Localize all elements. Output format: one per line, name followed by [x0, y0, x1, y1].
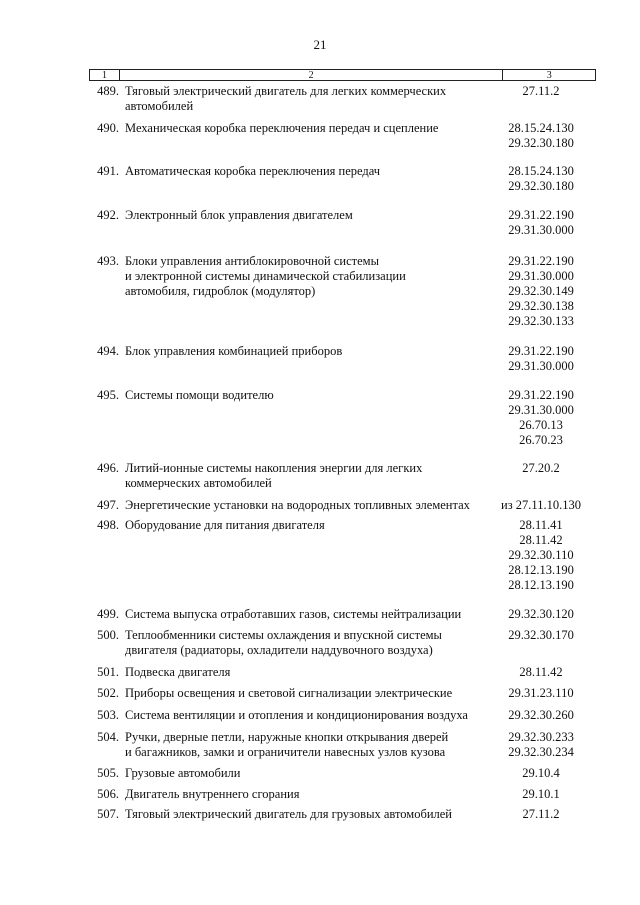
row-number: 498. — [97, 518, 119, 532]
row-codes — [489, 461, 593, 476]
row-code: 29.31.30.000 — [508, 223, 574, 237]
row-name — [125, 208, 505, 223]
row-codes — [489, 498, 593, 513]
row-name-line: Механическая коробка переключения передач и сцепление — [125, 121, 439, 135]
header-col-1: 1 — [90, 70, 120, 80]
row-name — [125, 766, 505, 781]
row-code: 29.31.23.110 — [508, 686, 574, 700]
row-number: 490. — [97, 121, 119, 135]
row-codes — [489, 254, 593, 329]
row-name — [125, 388, 505, 403]
row-name-line: Блок управления комбинацией приборов — [125, 344, 343, 358]
row-name — [125, 628, 505, 658]
row-name — [125, 164, 505, 179]
row-code: 29.10.1 — [522, 787, 560, 801]
row-codes — [489, 766, 593, 781]
table-header — [89, 69, 596, 81]
row-code: 29.32.30.233 — [508, 730, 574, 744]
row-number: 489. — [97, 84, 119, 98]
row-code: 28.11.41 — [519, 518, 563, 532]
row-codes — [489, 121, 593, 151]
row-number: 506. — [97, 787, 119, 801]
row-codes — [489, 628, 593, 643]
row-name-line: Литий-ионные системы накопления энергии для легких — [125, 461, 423, 475]
row-code: 29.32.30.234 — [508, 745, 574, 759]
row-name-line: автомобилей — [125, 99, 194, 113]
row-code: 28.12.13.190 — [508, 578, 574, 592]
row-name — [125, 665, 505, 680]
row-name-line: Система вентиляции и отопления и кондиционирования воздуха — [125, 708, 468, 722]
row-codes — [489, 84, 593, 99]
row-number: 494. — [97, 344, 119, 358]
row-name-line: Системы помощи водителю — [125, 388, 274, 402]
row-code: 29.31.30.000 — [508, 403, 574, 417]
row-name — [125, 787, 505, 802]
row-name-line: автомобиля, гидроблок (модулятор) — [125, 284, 316, 298]
row-codes — [489, 208, 593, 238]
row-name — [125, 807, 505, 822]
row-code: 26.70.23 — [519, 433, 563, 447]
row-number: 502. — [97, 686, 119, 700]
row-number: 496. — [97, 461, 119, 475]
row-number: 504. — [97, 730, 119, 744]
header-col-2: 2 — [120, 70, 503, 80]
row-codes — [489, 344, 593, 374]
row-name-line: Приборы освещения и световой сигнализации электрические — [125, 686, 453, 700]
row-code: 27.11.2 — [522, 84, 560, 98]
row-code: 29.31.22.190 — [508, 388, 574, 402]
row-code: 29.10.4 — [522, 766, 560, 780]
row-name — [125, 607, 505, 622]
row-name-line: Энергетические установки на водородных топливных элементах — [125, 498, 470, 512]
row-name — [125, 730, 505, 760]
row-number: 503. — [97, 708, 119, 722]
row-number: 501. — [97, 665, 119, 679]
row-name — [125, 686, 505, 701]
row-name-line: Ручки, дверные петли, наружные кнопки открывания дверей — [125, 730, 449, 744]
row-number: 491. — [97, 164, 119, 178]
row-codes — [489, 164, 593, 194]
row-code: 26.70.13 — [519, 418, 563, 432]
row-number: 500. — [97, 628, 119, 642]
row-name-line: и электронной системы динамической стабилизации — [125, 269, 406, 283]
row-codes — [489, 708, 593, 723]
row-number: 499. — [97, 607, 119, 621]
row-code: 29.32.30.133 — [508, 314, 574, 328]
row-code: 28.11.42 — [519, 533, 563, 547]
row-code: 29.32.30.149 — [508, 284, 574, 298]
row-code: 29.31.30.000 — [508, 359, 574, 373]
row-codes — [489, 388, 593, 448]
row-code: 29.32.30.138 — [508, 299, 574, 313]
row-code: 27.20.2 — [522, 461, 560, 475]
row-name — [125, 461, 505, 491]
row-code: 29.32.30.170 — [508, 628, 574, 642]
row-name — [125, 498, 505, 513]
row-name-line: Подвеска двигателя — [125, 665, 231, 679]
row-number: 497. — [97, 498, 119, 512]
row-name-line: коммерческих автомобилей — [125, 476, 272, 490]
row-name-line: и багажников, замки и ограничители навесных узлов кузова — [125, 745, 446, 759]
row-codes — [489, 730, 593, 760]
row-code: 28.11.42 — [519, 665, 563, 679]
row-code: 28.15.24.130 — [508, 164, 574, 178]
row-name-line: Система выпуска отработавших газов, системы нейтрализации — [125, 607, 462, 621]
row-number: 493. — [97, 254, 119, 268]
row-codes — [489, 607, 593, 622]
row-name — [125, 254, 505, 299]
row-code: 29.31.22.190 — [508, 254, 574, 268]
row-number: 507. — [97, 807, 119, 821]
row-code: 29.32.30.260 — [508, 708, 574, 722]
row-code: 29.32.30.110 — [508, 548, 574, 562]
row-code: 28.12.13.190 — [508, 563, 574, 577]
row-name-line: Тяговый электрический двигатель для грузовых автомобилей — [125, 807, 452, 821]
row-number: 492. — [97, 208, 119, 222]
row-codes — [489, 787, 593, 802]
row-name-line: Теплообменники системы охлаждения и впускной системы — [125, 628, 442, 642]
row-name — [125, 84, 505, 114]
row-name-line: Оборудование для питания двигателя — [125, 518, 325, 532]
row-name-line: Двигатель внутреннего сгорания — [125, 787, 300, 801]
row-name-line: Блоки управления антиблокировочной системы — [125, 254, 379, 268]
row-code: 27.11.2 — [522, 807, 560, 821]
row-name-line: Тяговый электрический двигатель для легких коммерческих — [125, 84, 447, 98]
row-code: 29.31.30.000 — [508, 269, 574, 283]
page-number: 21 — [313, 37, 327, 52]
row-codes — [489, 665, 593, 680]
row-number: 495. — [97, 388, 119, 402]
row-name — [125, 344, 505, 359]
row-code: 29.32.30.180 — [508, 136, 574, 150]
row-code: из 27.11.10.130 — [501, 498, 581, 512]
row-name-line: Автоматическая коробка переключения передач — [125, 164, 381, 178]
row-code: 29.32.30.180 — [508, 179, 574, 193]
row-name-line: Грузовые автомобили — [125, 766, 241, 780]
row-name-line: двигателя (радиаторы, охладители наддувочного воздуха) — [125, 643, 433, 657]
row-number: 505. — [97, 766, 119, 780]
row-codes — [489, 686, 593, 701]
row-code: 29.32.30.120 — [508, 607, 574, 621]
row-codes — [489, 518, 593, 593]
row-name — [125, 121, 505, 136]
row-code: 29.31.22.190 — [508, 344, 574, 358]
row-name — [125, 708, 505, 723]
row-code: 29.31.22.190 — [508, 208, 574, 222]
header-col-3: 3 — [546, 70, 552, 81]
row-code: 28.15.24.130 — [508, 121, 574, 135]
row-name-line: Электронный блок управления двигателем — [125, 208, 353, 222]
row-name — [125, 518, 505, 533]
row-codes — [489, 807, 593, 822]
